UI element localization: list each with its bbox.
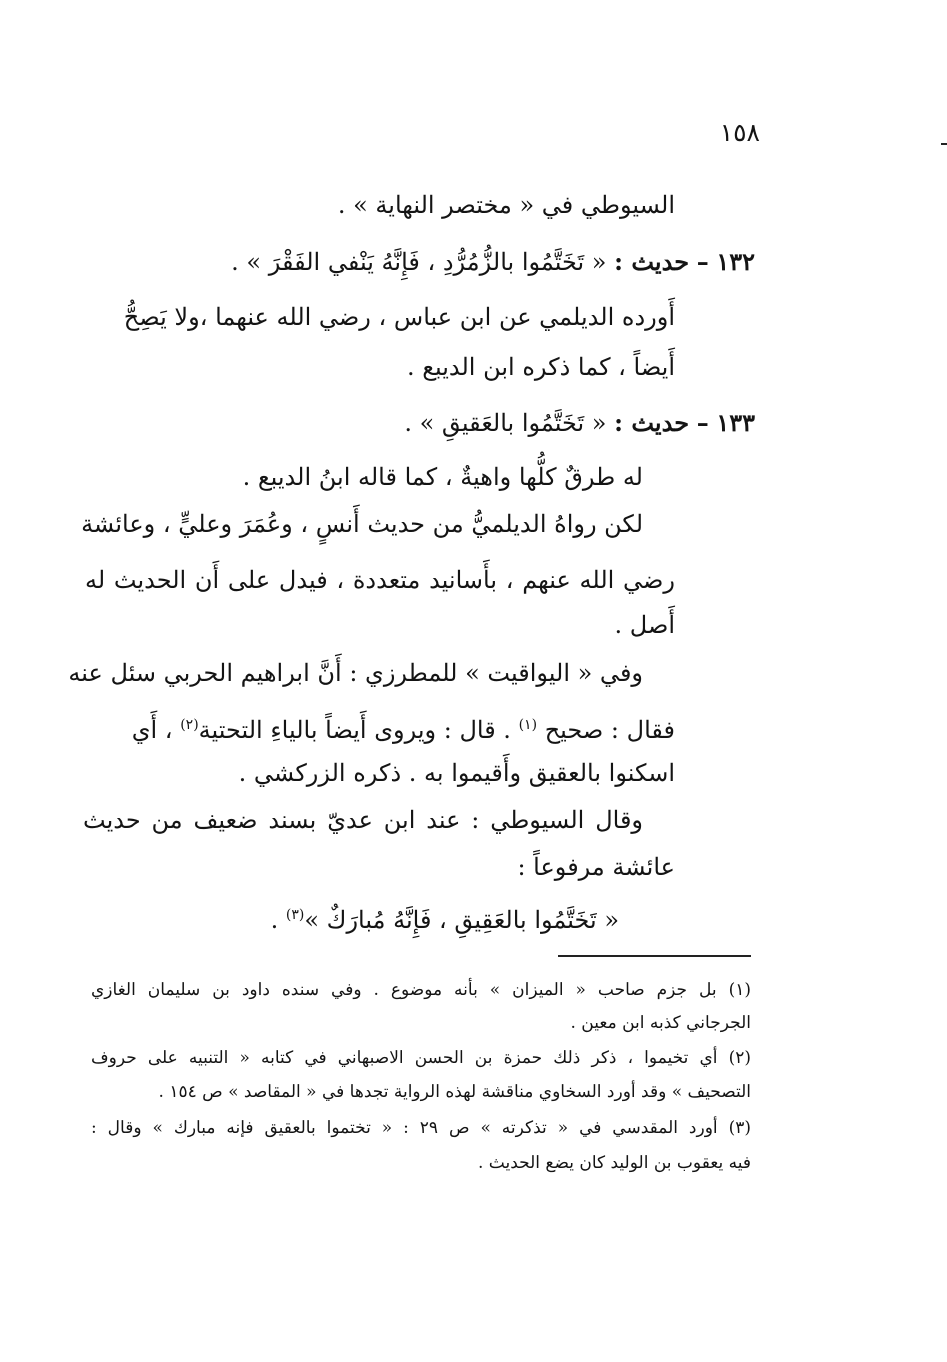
- text-fragment: فقال : صحيح: [544, 716, 675, 744]
- text-line-1: السيوطي في « مختصر النهاية » .: [337, 191, 675, 219]
- footnote-ref-3: (٣): [285, 907, 305, 923]
- quote-end: .: [270, 906, 279, 934]
- hadith-text: « تَخَتَّمُوا بالعَقيقِ » .: [404, 409, 607, 437]
- footnote-3-line-1: (٣) أورد المقدسي في « تذكرته » ص ٢٩ : « تختموا بالعقيق فإنه مبارك » وقال :: [91, 1118, 751, 1138]
- hadith-label: حديث :: [614, 247, 690, 276]
- dash: –: [696, 408, 709, 437]
- footnote-ref-1: (١): [518, 717, 538, 733]
- footnote-2-line-2: التصحيف » وقد أورد السخاوي مناقشة لهذه الرواية تجدها في « المقاصد » ص ١٥٤ .: [158, 1082, 751, 1102]
- footnote-ref-2: (٢): [180, 717, 199, 733]
- text-line-9: أَصل .: [614, 611, 675, 639]
- text-line-13: وقال السيوطي : عند ابن عديّ بسند ضعيف من حديث: [83, 806, 643, 834]
- footnote-1-line-1: (١) بل جزم صاحب « الميزان » بأنه موضوع . وفي سنده داود بن سليمان الغازي: [91, 980, 751, 1000]
- footnote-3-line-2: فيه يعقوب بن الوليد كان يضع الحديث .: [477, 1153, 751, 1173]
- hadith-133-heading: [404, 408, 755, 438]
- text-line-14: عائشة مرفوعاً :: [517, 853, 675, 881]
- hadith-132-heading: [231, 247, 755, 277]
- text-line-12: اسكنوا بالعقيق وأَقيموا به . ذكره الزركشي .: [238, 759, 675, 787]
- text-line-4: أَيضاً ، كما ذكره ابن الديبع .: [406, 353, 675, 381]
- hadith-label: حديث :: [614, 408, 690, 437]
- page-number: ١٥٨: [719, 118, 760, 147]
- dash: –: [696, 247, 709, 276]
- hadith-quote: [271, 900, 619, 935]
- text-line-3: أَورده الديلمي عن ابن عباس ، رضي الله عنهما ،ولا يَصِحُّ: [123, 303, 675, 331]
- hadith-number: ١٣٢: [716, 247, 755, 276]
- text-line-7: لكن رواهُ الديلميُّ من حديث أَنسٍ ، وعُمَرَ وعليٍّ ، وعائشة: [81, 510, 643, 538]
- text-fragment: ، أَي: [131, 716, 173, 744]
- text-fragment: . قال : ويروى أَيضاً بالياءِ التحتية: [198, 716, 511, 744]
- quote-text: « تَخَتَّمُوا بالعَقِيقِ ، فَإِنَّهُ مُبارَكٌ »: [304, 906, 619, 934]
- page-edge-mark: [941, 143, 947, 145]
- hadith-text: « تَخَتَّمُوا بالزُّمُرُّدِ ، فَإِنَّهُ يَنْفي الفَقْرَ » .: [231, 248, 607, 276]
- text-line-10: وفي « اليواقيت » للمطرزي : أَنَّ ابراهيم الحربي سئل عنه: [68, 659, 643, 687]
- text-line-8: رضي الله عنهم ، بأَسانيد متعددة ، فيدل على أَن الحديث له: [85, 566, 675, 594]
- footnote-separator: [558, 955, 751, 957]
- text-line-11: [132, 710, 675, 745]
- footnote-1-line-2: الجرجاني كذبه ابن معين .: [570, 1013, 751, 1033]
- text-line-6: له طرقٌ كلُّها واهيةٌ ، كما قاله ابنُ الديبع .: [242, 463, 643, 491]
- footnote-2-line-1: (٢) أي تخيموا ، ذكر ذلك حمزة بن الحسن الاصبهاني في كتابه « التنبيه على حروف: [91, 1048, 751, 1068]
- hadith-number: ١٣٣: [716, 408, 755, 437]
